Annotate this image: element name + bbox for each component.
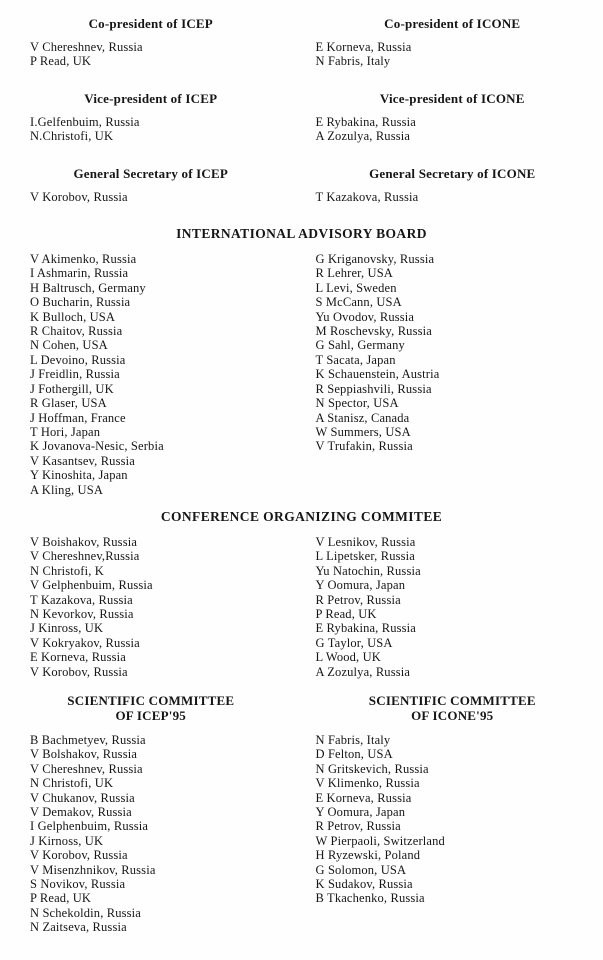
member-name: G Solomon, USA [315, 862, 407, 877]
organizing-committee-members-right [302, 535, 603, 679]
member-name: V Korobov, Russia [30, 189, 128, 204]
member-name: L Wood, UK [315, 650, 381, 665]
member-name: J Hoffman, France [30, 410, 126, 425]
member-name: V Demakov, Russia [30, 805, 132, 820]
member-name: L Levi, Sweden [315, 280, 397, 295]
member-name: H Baltrusch, Germany [30, 280, 146, 295]
member-name: V Chereshnev, Russia [30, 761, 143, 776]
vice-president-icep [0, 91, 302, 144]
member-name: B Bachmetyev, Russia [30, 733, 146, 747]
member-name: O Bucharin, Russia [30, 295, 131, 310]
vice-president-icone-members [302, 115, 603, 144]
advisory-board-right-column [302, 252, 603, 497]
member-name: K Sudakov, Russia [315, 877, 413, 892]
member-name: J Kirnoss, UK [30, 833, 104, 848]
member-name: Y Kinoshita, Japan [30, 468, 128, 483]
member-name: V Bolshakov, Russia [30, 747, 138, 762]
member-name: G Sahl, Germany [315, 338, 405, 353]
member-name: V Klimenko, Russia [315, 776, 420, 791]
member-name: Y Oomura, Japan [315, 805, 406, 820]
member-name: E Rybakina, Russia [315, 114, 416, 129]
member-name: E Korneva, Russia [315, 790, 412, 805]
vice-president-icep-title: Vice-president of ICEP [84, 90, 218, 106]
general-secretary-icone-members [302, 190, 603, 204]
scientific-committee-icep-title-line1: SCIENTIFIC COMMITTEE [67, 693, 235, 708]
member-name: D Felton, USA [315, 747, 393, 762]
member-name: J Fothergill, UK [30, 381, 114, 396]
member-name: P Read, UK [315, 606, 377, 621]
advisory-board-members-left [0, 252, 302, 497]
member-name: K Bulloch, USA [30, 309, 116, 324]
co-president-icep-title: Co-president of ICEP [88, 16, 213, 31]
member-name: P Read, UK [30, 891, 92, 906]
general-secretary-icep-members [0, 190, 302, 204]
member-name: V Korobov, Russia [30, 848, 128, 863]
advisory-board-left-column [0, 252, 302, 497]
member-name: G Taylor, USA [315, 635, 393, 650]
co-president-icep-members [0, 40, 302, 69]
scientific-committee-icep-members [0, 733, 302, 935]
member-name: I.Gelfenbuim, Russia [30, 114, 140, 129]
member-name: W Pierpaoli, Switzerland [315, 833, 445, 848]
organizing-committee-title: CONFERENCE ORGANIZING COMMITEE [160, 508, 443, 524]
organizing-committee-columns [0, 535, 603, 679]
organizing-committee-left-column [0, 535, 302, 679]
member-name: T Kazakova, Russia [30, 592, 133, 607]
co-president-icep [0, 16, 302, 69]
member-name: K Jovanova-Nesic, Serbia [30, 439, 164, 454]
member-name: B Tkachenko, Russia [315, 891, 425, 906]
member-name: I Gelphenbuim, Russia [30, 819, 149, 834]
member-name: V Chukanov, Russia [30, 790, 135, 805]
member-name: N Kevorkov, Russia [30, 606, 134, 621]
organizing-committee-right-column [302, 535, 603, 679]
member-name: N Cohen, USA [30, 338, 108, 353]
member-name: S McCann, USA [315, 295, 402, 310]
vice-president-icep-members [0, 115, 302, 144]
co-president-icone-members [302, 40, 603, 69]
member-name: S Novikov, Russia [30, 877, 126, 892]
member-name: N Christofi, UK [30, 776, 114, 791]
advisory-board-title: INTERNATIONAL ADVISORY BOARD [176, 226, 427, 242]
scientific-committee-icep-title [0, 693, 302, 723]
general-secretary-icep-title: General Secretary of ICEP [73, 165, 229, 181]
member-name: R Lehrer, USA [315, 266, 393, 281]
member-name: V Trufakin, Russia [315, 439, 413, 454]
member-name: Y Oomura, Japan [315, 578, 406, 593]
member-name: V Akimenko, Russia [30, 252, 137, 267]
vice-president-icone [302, 91, 603, 144]
vice-president-icone-title: Vice-president of ICONE [379, 90, 525, 106]
co-president-icone [302, 16, 603, 69]
member-name: N Fabris, Italy [315, 733, 391, 747]
co-president-icone-title: Co-president of ICONE [384, 16, 521, 31]
member-name: T Hori, Japan [30, 424, 101, 439]
member-name: G Kriganovsky, Russia [315, 252, 435, 267]
general-secretary-row [0, 166, 603, 204]
scientific-committee-icone [302, 693, 603, 935]
member-name: A Zozulya, Russia [315, 129, 411, 144]
advisory-board-columns [0, 252, 603, 497]
member-name: N Christofi, K [30, 563, 104, 578]
member-name: V Lesnikov, Russia [315, 534, 416, 549]
co-president-row [0, 16, 603, 69]
member-name: V Chereshnev,Russia [30, 549, 140, 564]
member-name: Yu Natochin, Russia [315, 563, 421, 578]
scientific-committee-icep-title-line2: OF ICEP'95 [115, 708, 186, 723]
advisory-board-section [0, 226, 603, 497]
member-name: R Petrov, Russia [315, 592, 401, 607]
member-name: N Fabris, Italy [315, 54, 391, 69]
member-name: E Korneva, Russia [315, 40, 412, 54]
member-name: R Glaser, USA [30, 396, 107, 411]
member-name: N Spector, USA [315, 396, 399, 411]
member-name: V Misenzhnikov, Russia [30, 862, 156, 877]
general-secretary-icep [0, 166, 302, 204]
officers-section [0, 16, 603, 204]
scientific-committee-icone-title-line1: SCIENTIFIC COMMITTEE [368, 693, 536, 708]
member-name: K Schauenstein, Austria [315, 367, 440, 382]
member-name: A Zozulya, Russia [315, 664, 411, 679]
member-name: J Freidlin, Russia [30, 367, 120, 382]
member-name: R Petrov, Russia [315, 819, 401, 834]
scientific-committee-icone-title [302, 693, 603, 723]
member-name: T Sacata, Japan [315, 352, 396, 367]
vice-president-row [0, 91, 603, 144]
member-name: N Schekoldin, Russia [30, 905, 141, 920]
member-name: N Zaitseva, Russia [30, 920, 127, 935]
member-name: V Gelphenbuim, Russia [30, 578, 153, 593]
member-name: R Seppiashvili, Russia [315, 381, 432, 396]
member-name: J Kinross, UK [30, 621, 104, 636]
member-name: V Chereshnev, Russia [30, 40, 143, 54]
member-name: N Gritskevich, Russia [315, 761, 429, 776]
scientific-committees-section [0, 693, 603, 935]
member-name: R Chaitov, Russia [30, 324, 123, 339]
scientific-committee-icone-title-line2: OF ICONE'95 [411, 708, 494, 723]
member-name: L Devoino, Russia [30, 352, 126, 367]
member-name: A Kling, USA [30, 482, 103, 497]
member-name: L Lipetsker, Russia [315, 549, 415, 564]
organizing-committee-members-left [0, 535, 302, 679]
organizing-committee-section [0, 509, 603, 679]
member-name: I Ashmarin, Russia [30, 266, 129, 281]
member-name: W Summers, USA [315, 424, 411, 439]
member-name: H Ryzewski, Poland [315, 848, 421, 863]
member-name: A Stanisz, Canada [315, 410, 410, 425]
member-name: T Kazakova, Russia [315, 189, 419, 204]
member-name: V Korobov, Russia [30, 664, 128, 679]
member-name: Yu Ovodov, Russia [315, 309, 415, 324]
scientific-committee-icone-members [302, 733, 603, 906]
member-name: V Boishakov, Russia [30, 534, 138, 549]
member-name: V Kokryakov, Russia [30, 635, 140, 650]
member-name: P Read, UK [30, 54, 92, 69]
scientific-committee-icep [0, 693, 302, 935]
general-secretary-icone [302, 166, 603, 204]
member-name: E Korneva, Russia [30, 650, 126, 665]
advisory-board-members-right [302, 252, 603, 454]
member-name: V Kasantsev, Russia [30, 453, 135, 468]
general-secretary-icone-title: General Secretary of ICONE [369, 165, 536, 181]
member-name: E Rybakina, Russia [315, 621, 416, 636]
member-name: N.Christofi, UK [30, 129, 114, 144]
member-name: M Roschevsky, Russia [315, 324, 432, 339]
